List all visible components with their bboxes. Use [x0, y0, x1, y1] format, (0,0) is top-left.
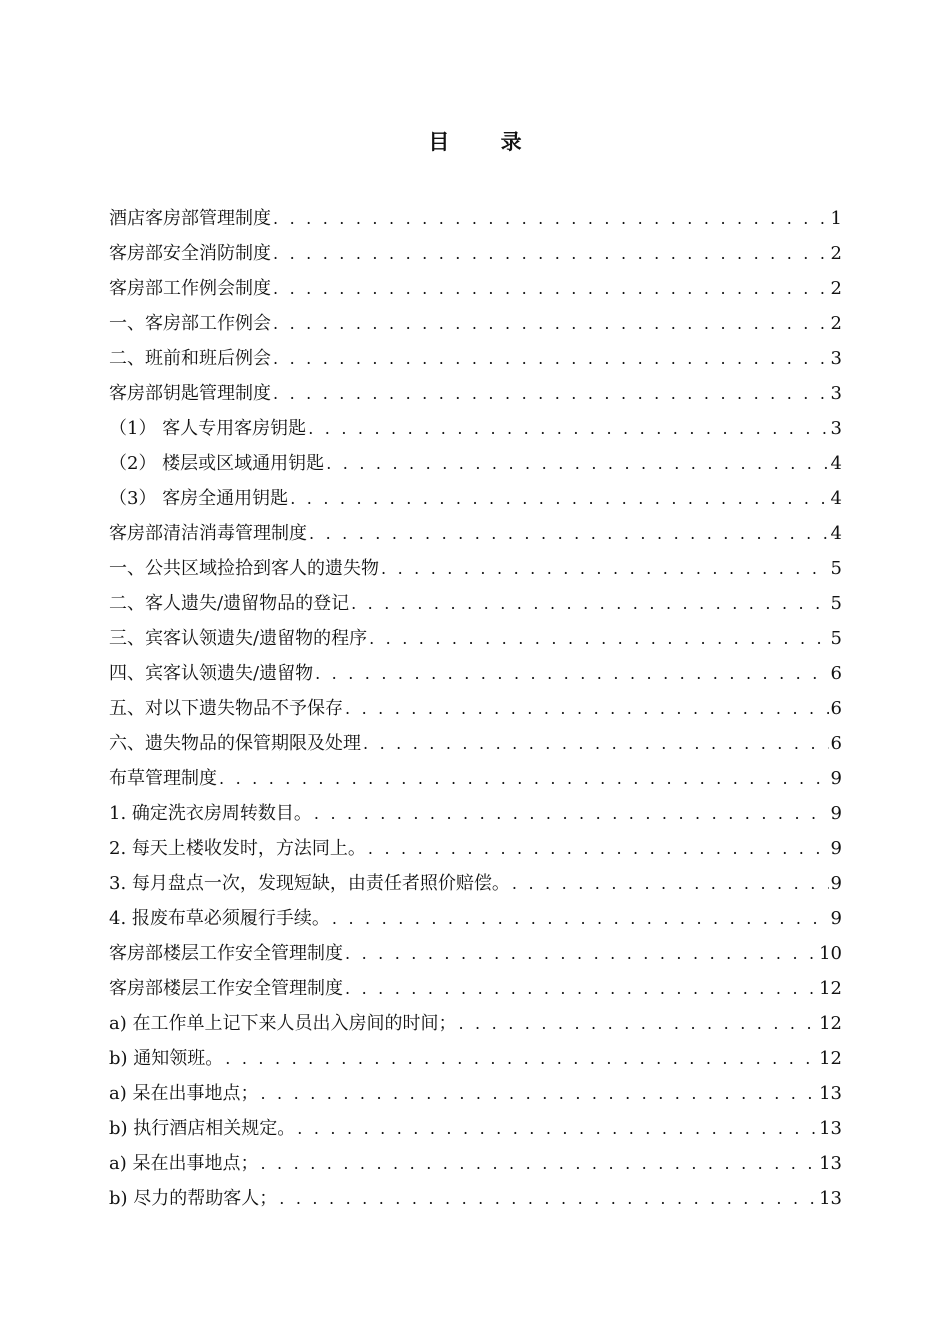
toc-entry[interactable] [109, 686, 842, 721]
toc-entry[interactable] [109, 616, 842, 651]
toc-entry-page: 6 [830, 663, 842, 684]
toc-entry[interactable] [109, 581, 842, 616]
toc-entry[interactable] [109, 966, 842, 1001]
toc-entry[interactable] [109, 721, 842, 756]
toc-entry-page: 12 [819, 1013, 842, 1034]
toc-entry-title: 4. 报废布草必须履行手续。 [109, 908, 330, 929]
toc-entry-title: b) 尽力的帮助客人； [109, 1188, 278, 1209]
toc-entry-page: 3 [830, 383, 842, 404]
toc-entry-title: 酒店客房部管理制度 [109, 208, 271, 229]
toc-entry-page: 5 [830, 558, 842, 579]
toc-entry-title: 二、客人遗失/遗留物品的登记 [109, 593, 350, 614]
toc-dot-leader [345, 942, 817, 966]
toc-entry-page: 4 [830, 523, 842, 544]
toc-dot-leader [225, 1047, 817, 1071]
toc-entry[interactable] [109, 1036, 842, 1071]
toc-entry[interactable] [109, 406, 842, 441]
toc-dot-leader [351, 592, 828, 616]
toc-entry-title: a) 呆在出事地点； [109, 1153, 259, 1174]
toc-entry-title: 3. 每月盘点一次，发现短缺，由责任者照价赔偿。 [109, 873, 510, 894]
table-of-contents [109, 196, 842, 1211]
toc-entry-page: 4 [830, 488, 842, 509]
toc-entry-page: 13 [819, 1188, 842, 1209]
toc-entry-page: 9 [830, 768, 842, 789]
toc-entry-page: 2 [830, 278, 842, 299]
toc-entry[interactable] [109, 231, 842, 266]
toc-entry[interactable] [109, 861, 842, 896]
toc-dot-leader [297, 1117, 817, 1141]
toc-dot-leader [273, 242, 829, 266]
toc-dot-leader [260, 1082, 817, 1106]
toc-title: 目 录 [428, 129, 544, 154]
toc-entry-title: 2. 每天上楼收发时，方法同上。 [109, 838, 366, 859]
toc-dot-leader [308, 417, 828, 441]
toc-entry-page: 12 [819, 1048, 842, 1069]
toc-entry-page: 1 [830, 208, 842, 229]
toc-entry[interactable] [109, 791, 842, 826]
toc-entry-title: 1. 确定洗衣房周转数目。 [109, 803, 312, 824]
toc-entry[interactable] [109, 1001, 842, 1036]
toc-entry[interactable] [109, 301, 842, 336]
toc-entry-page: 9 [830, 873, 842, 894]
toc-entry[interactable] [109, 1071, 842, 1106]
toc-dot-leader [290, 487, 828, 511]
toc-entry-page: 2 [830, 243, 842, 264]
toc-entry-title: （1） 客人专用客房钥匙 [109, 418, 307, 439]
toc-entry-page: 12 [819, 978, 842, 999]
toc-dot-leader [315, 662, 828, 686]
toc-entry[interactable] [109, 756, 842, 791]
toc-entry[interactable] [109, 931, 842, 966]
toc-entry-page: 3 [830, 348, 842, 369]
toc-entry-title: b) 执行酒店相关规定。 [109, 1118, 296, 1139]
toc-entry[interactable] [109, 1176, 842, 1211]
toc-entry-page: 6 [830, 698, 842, 719]
toc-entry[interactable] [109, 826, 842, 861]
toc-entry[interactable] [109, 511, 842, 546]
toc-dot-leader [332, 907, 829, 931]
toc-entry[interactable] [109, 266, 842, 301]
toc-dot-leader [458, 1012, 817, 1036]
toc-entry-page: 9 [830, 908, 842, 929]
toc-dot-leader [273, 312, 829, 336]
toc-dot-leader [260, 1152, 817, 1176]
toc-entry-title: （3） 客房全通用钥匙 [109, 488, 289, 509]
toc-entry-title: 客房部楼层工作安全管理制度 [109, 943, 343, 964]
toc-entry-title: 五、对以下遗失物品不予保存 [109, 698, 343, 719]
toc-entry[interactable] [109, 651, 842, 686]
toc-entry-title: 客房部楼层工作安全管理制度 [109, 978, 343, 999]
toc-dot-leader [279, 1187, 817, 1211]
toc-entry[interactable] [109, 546, 842, 581]
toc-entry[interactable] [109, 1141, 842, 1176]
toc-entry-page: 13 [819, 1118, 842, 1139]
toc-dot-leader [369, 627, 828, 651]
toc-entry-title: 客房部工作例会制度 [109, 278, 271, 299]
toc-dot-leader [273, 347, 829, 371]
toc-dot-leader [309, 522, 829, 546]
toc-dot-leader [345, 977, 817, 1001]
toc-entry-title: 二、班前和班后例会 [109, 348, 271, 369]
toc-entry-title: 三、宾客认领遗失/遗留物的程序 [109, 628, 368, 649]
toc-entry-page: 10 [819, 943, 842, 964]
toc-entry-page: 13 [819, 1153, 842, 1174]
toc-entry-page: 13 [819, 1083, 842, 1104]
toc-dot-leader [363, 732, 829, 756]
toc-entry-page: 4 [830, 453, 842, 474]
toc-entry[interactable] [109, 196, 842, 231]
toc-dot-leader [273, 277, 829, 301]
toc-entry-title: 客房部安全消防制度 [109, 243, 271, 264]
toc-dot-leader [314, 802, 829, 826]
toc-entry-page: 2 [830, 313, 842, 334]
toc-entry-page: 9 [830, 838, 842, 859]
toc-dot-leader [368, 837, 829, 861]
toc-entry-title: 客房部钥匙管理制度 [109, 383, 271, 404]
toc-dot-leader [345, 697, 829, 721]
toc-entry-title: b) 通知领班。 [109, 1048, 224, 1069]
toc-dot-leader [326, 452, 828, 476]
toc-entry-page: 6 [830, 733, 842, 754]
toc-entry[interactable] [109, 476, 842, 511]
toc-entry-title: 一、客房部工作例会 [109, 313, 271, 334]
toc-entry-page: 3 [830, 418, 842, 439]
toc-entry[interactable] [109, 336, 842, 371]
toc-dot-leader [381, 557, 829, 581]
toc-dot-leader [512, 872, 829, 896]
toc-entry-title: 四、宾客认领遗失/遗留物 [109, 663, 314, 684]
toc-entry-title: （2） 楼层或区域通用钥匙 [109, 453, 325, 474]
toc-dot-leader [273, 207, 829, 231]
toc-entry-page: 5 [830, 593, 842, 614]
toc-entry-title: 一、公共区域捡拾到客人的遗失物 [109, 558, 379, 579]
toc-entry-title: 六、遗失物品的保管期限及处理 [109, 733, 361, 754]
toc-dot-leader [219, 767, 829, 791]
toc-entry[interactable] [109, 371, 842, 406]
toc-entry-title: 客房部清洁消毒管理制度 [109, 523, 307, 544]
toc-dot-leader [273, 382, 829, 406]
toc-entry[interactable] [109, 896, 842, 931]
toc-entry-title: a) 在工作单上记下来人员出入房间的时间； [109, 1013, 457, 1034]
toc-entry[interactable] [109, 1106, 842, 1141]
toc-entry-page: 9 [830, 803, 842, 824]
toc-entry-page: 5 [830, 628, 842, 649]
toc-entry[interactable] [109, 441, 842, 476]
toc-entry-title: 布草管理制度 [109, 768, 217, 789]
toc-entry-title: a) 呆在出事地点； [109, 1083, 259, 1104]
